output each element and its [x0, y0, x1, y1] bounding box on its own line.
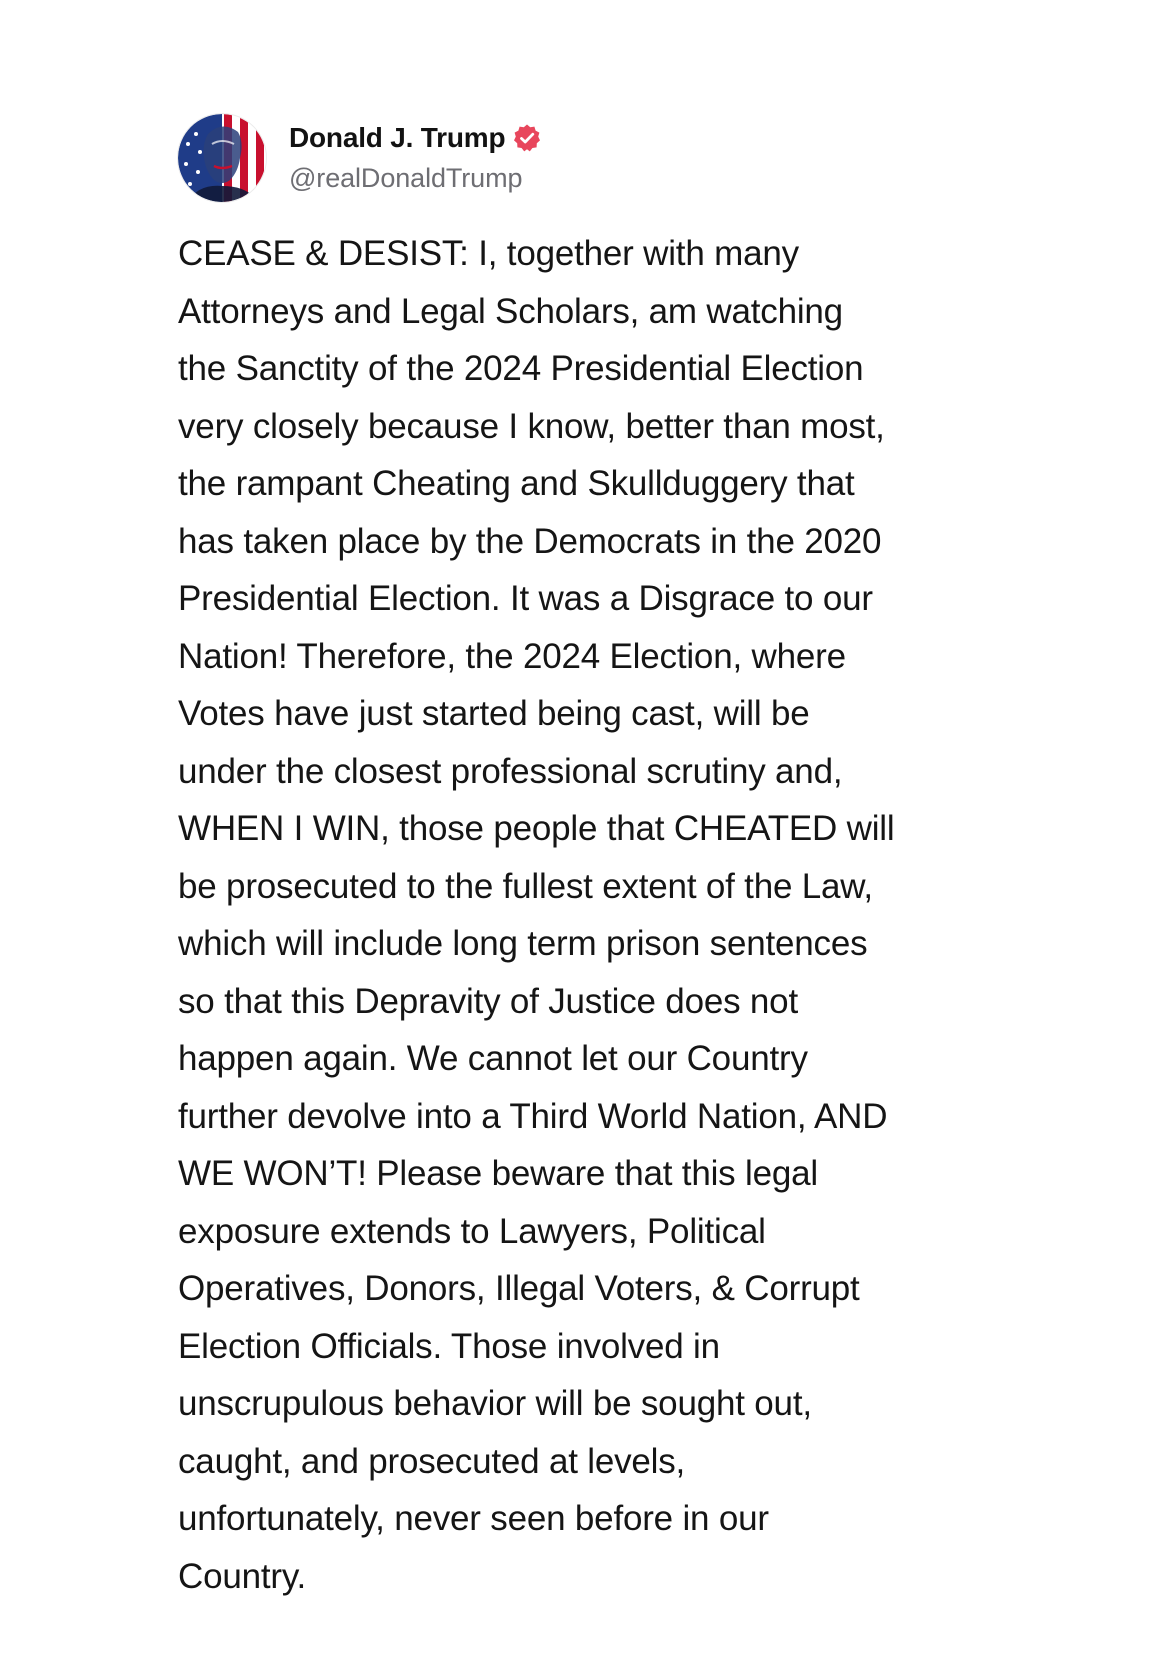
- name-row: [289, 119, 542, 157]
- author-handle[interactable]: @realDonaldTrump: [289, 162, 523, 193]
- post-body-text: CEASE & DESIST: I, together with many Attorneys and Legal Scholars, am watching the Sanctity of the 2024 Presidential Election very closely because I know, better than most, the rampant Cheating and Skullduggery that has taken place by the Democrats in the 2020 Presidential Election. It was a Disgrace to our Nation! Therefore, the 2024 Election, where Votes have just started being cast, will be under the closest professional scrutiny and, WHEN I WIN, those people that CHEATED will be prosecuted to the fullest extent of the Law, which will include long term prison sentences so that this Depravity of Justice does not happen again. We cannot let our Country further devolve into a Third World Nation, AND WE WON’T! Please beware that this legal exposure extends to Lawyers, Political Operatives, Donors, Illegal Voters, & Corrupt Election Officials. Those involved in unscrupulous behavior will be sought out, caught, and prosecuted at levels, unfortunately, never seen before in our Country.: [178, 234, 895, 1596]
- author-names: [289, 119, 542, 194]
- author-display-name[interactable]: Donald J. Trump: [289, 121, 506, 153]
- post-header: [178, 113, 1008, 203]
- verified-badge-icon: [512, 123, 542, 153]
- avatar[interactable]: [178, 114, 266, 202]
- flag-portrait-avatar-icon: [178, 114, 266, 202]
- post-card: [178, 113, 1008, 1605]
